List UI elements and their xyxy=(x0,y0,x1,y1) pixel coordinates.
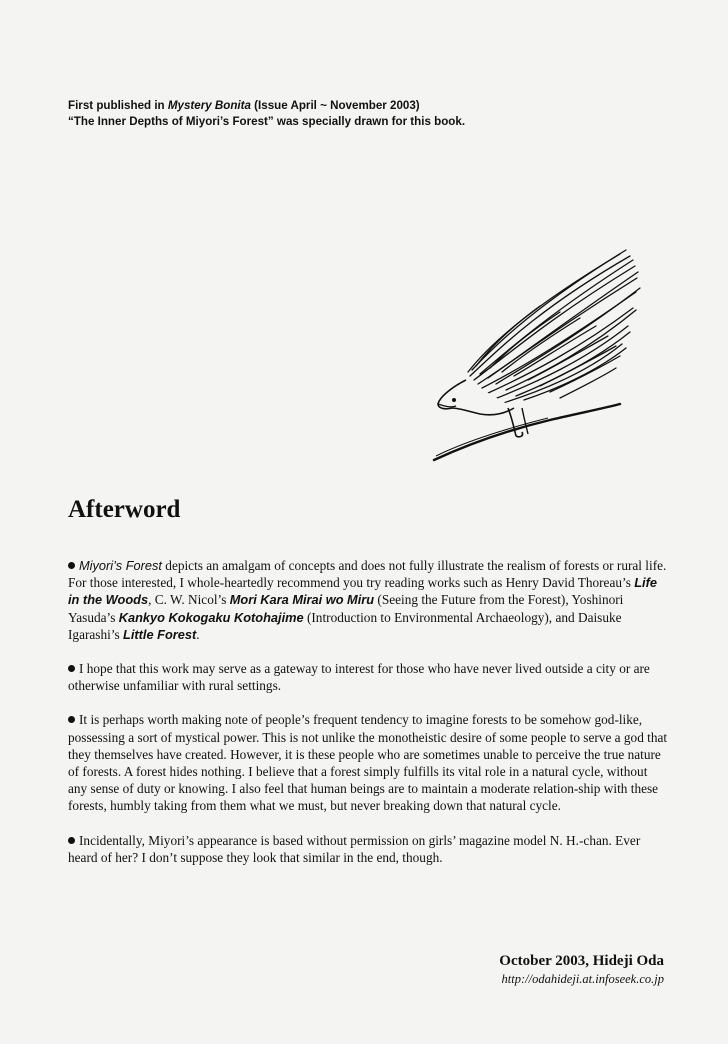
publication-line-2: “The Inner Depths of Miyori’s Forest” was specially drawn for this book. xyxy=(68,115,466,128)
paragraph-text: . xyxy=(196,626,200,642)
signature-block xyxy=(499,952,664,987)
paragraph-text: It is perhaps worth making note of people’s frequent tendency to imagine forests to be somehow god-like, possessing a sort of mystical power. This is not unlike the monotheistic desire of some people to serve a god that they themselves have created. However, it is these people who are sometimes unable to perceive the true nature of forests. A forest hides nothing. I believe that a forest simply fulfills its vital role in a natural cycle, without any sense of duty or knowing. I also feel that human beings are to maintain a moderate relation-ship with these forests, humbly taking from them what we must, but never breaking down that natural cycle. xyxy=(68,712,668,814)
page-title: Afterword xyxy=(68,496,181,523)
paragraph-text: Incidentally, Miyori’s appearance is based without permission on girls’ magazine model N. H.-chan. Ever heard of her? I don’t suppose they look that similar in the end, though. xyxy=(68,832,641,865)
afterword-body xyxy=(68,557,668,883)
book-title: Miyori’s Forest xyxy=(79,558,162,573)
afterword-paragraph xyxy=(68,711,668,814)
book-title: Kankyo Kokogaku Kotohajime xyxy=(118,609,304,625)
bullet-icon xyxy=(68,665,75,672)
hedgehog-on-branch-illustration xyxy=(430,248,650,463)
book-title: Little Forest xyxy=(123,626,197,642)
book-title: Life in the Woods xyxy=(68,575,657,608)
publication-issue: (Issue April ~ November 2003) xyxy=(250,99,420,112)
paragraph-text: , C. W. Nicol’s xyxy=(148,592,230,608)
paragraph-text: (Seeing the Future from the Forest), Yoshinori Yasuda’s xyxy=(68,592,624,625)
afterword-paragraph xyxy=(68,832,668,866)
paragraph-text: (Introduction to Environmental Archaeology), and Daisuke Igarashi’s xyxy=(68,609,622,642)
book-title: Mori Kara Mirai wo Miru xyxy=(229,592,375,608)
publication-line-1 xyxy=(68,98,465,114)
bullet-icon xyxy=(68,562,75,569)
afterword-paragraph xyxy=(68,660,668,694)
paragraph-text: I hope that this work may serve as a gateway to interest for those who have never lived outside a city or are otherwise unfamiliar with rural settings. xyxy=(68,661,650,694)
magazine-title: Mystery Bonita xyxy=(167,99,251,112)
publication-info xyxy=(68,98,465,130)
publication-prefix: First published in xyxy=(68,99,168,112)
author-website: http://odahideji.at.infoseek.co.jp xyxy=(501,972,664,986)
signature-date-author: October 2003, Hideji Oda xyxy=(499,953,664,969)
afterword-paragraph xyxy=(68,557,668,643)
bullet-icon xyxy=(68,716,75,723)
paragraph-text: depicts an amalgam of concepts and does not fully illustrate the realism of forests or rural life. For those interested, I whole-heartedly recommend you try reading works such as Henry David Thoreau’s xyxy=(68,558,667,591)
bullet-icon xyxy=(68,837,75,844)
